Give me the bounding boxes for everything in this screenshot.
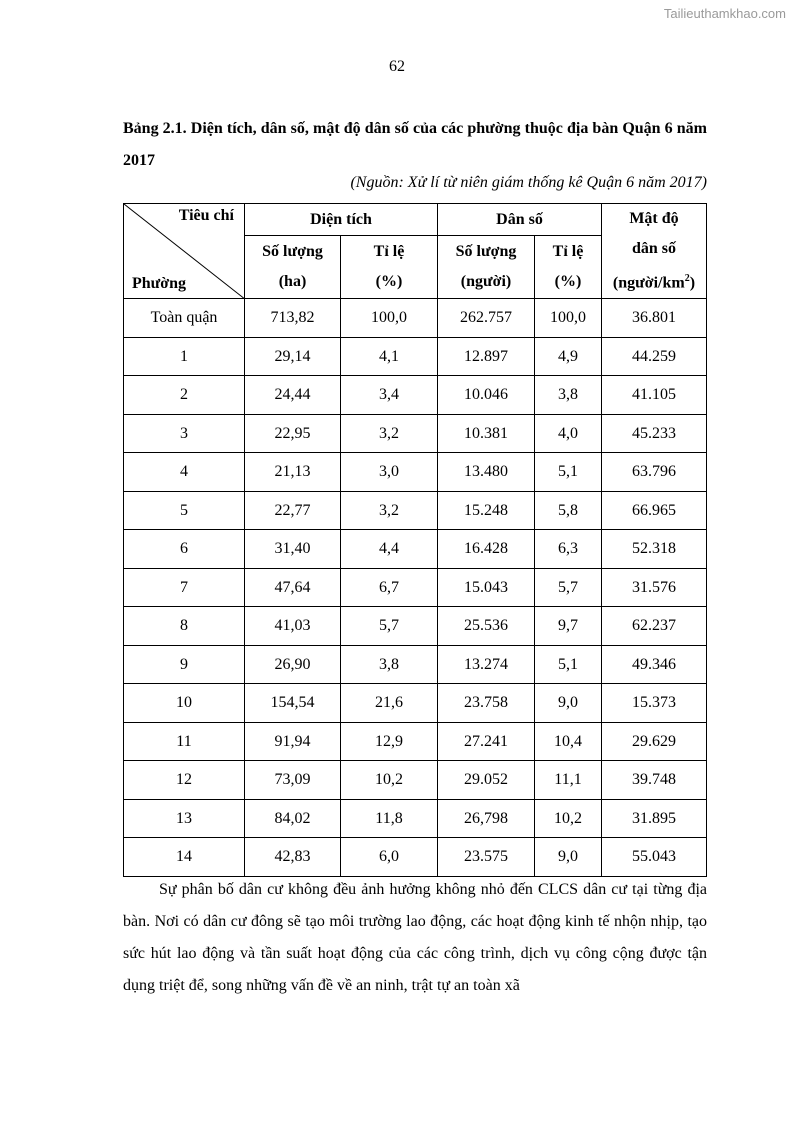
table-cell: 26,798 <box>438 799 535 838</box>
table-cell: 5,7 <box>535 568 602 607</box>
table-row <box>124 568 707 607</box>
table-cell: 10.046 <box>438 376 535 415</box>
table-cell: 3,8 <box>535 376 602 415</box>
table-cell: 10,4 <box>535 722 602 761</box>
table-cell: 29,14 <box>245 337 341 376</box>
table-cell: 16.428 <box>438 530 535 569</box>
table-row <box>124 299 707 338</box>
table-cell: 84,02 <box>245 799 341 838</box>
table-row <box>124 337 707 376</box>
table-cell: 8 <box>124 607 245 646</box>
table-cell: 39.748 <box>602 761 707 800</box>
table-cell: 52.318 <box>602 530 707 569</box>
table-row <box>124 645 707 684</box>
watermark: Tailieuthamkhao.com <box>663 6 786 21</box>
area-count-header: Số lượng (ha) <box>245 236 341 299</box>
table-cell: 15.248 <box>438 491 535 530</box>
table-cell: 62.237 <box>602 607 707 646</box>
table-cell: 100,0 <box>535 299 602 338</box>
table-cell: 31.895 <box>602 799 707 838</box>
table-cell: 3,2 <box>341 414 438 453</box>
density-header <box>602 204 707 299</box>
table-cell: 73,09 <box>245 761 341 800</box>
table-row <box>124 530 707 569</box>
table-cell: 15.043 <box>438 568 535 607</box>
table-cell: 4,9 <box>535 337 602 376</box>
table-cell: 10.381 <box>438 414 535 453</box>
table-row <box>124 414 707 453</box>
table-row <box>124 761 707 800</box>
table-cell: 4,4 <box>341 530 438 569</box>
table-cell: 13.274 <box>438 645 535 684</box>
table-cell: 100,0 <box>341 299 438 338</box>
table-cell: 3,2 <box>341 491 438 530</box>
table-cell: 14 <box>124 838 245 877</box>
population-count-header: Số lượng (người) <box>438 236 535 299</box>
table-cell: 31,40 <box>245 530 341 569</box>
table-cell: 6,0 <box>341 838 438 877</box>
table-cell: 11,1 <box>535 761 602 800</box>
page-number: 62 <box>389 58 405 75</box>
table-cell: 9,0 <box>535 838 602 877</box>
table-cell: 45.233 <box>602 414 707 453</box>
table-cell: 5,7 <box>341 607 438 646</box>
table-cell: 44.259 <box>602 337 707 376</box>
table-cell: 6,3 <box>535 530 602 569</box>
table-cell: Toàn quận <box>124 299 245 338</box>
table-cell: 41.105 <box>602 376 707 415</box>
table-cell: 42,83 <box>245 838 341 877</box>
table-cell: 24,44 <box>245 376 341 415</box>
table-cell: 91,94 <box>245 722 341 761</box>
table-cell: 29.052 <box>438 761 535 800</box>
table-cell: 12 <box>124 761 245 800</box>
table-cell: 63.796 <box>602 453 707 492</box>
table-cell: 7 <box>124 568 245 607</box>
table-cell: 1 <box>124 337 245 376</box>
table-row <box>124 684 707 723</box>
table-cell: 3,8 <box>341 645 438 684</box>
density-unit: $(người/km^2)$ <box>612 273 696 292</box>
area-group-header: Diện tích <box>245 204 438 236</box>
table-cell: 5,1 <box>535 453 602 492</box>
table-cell: 13 <box>124 799 245 838</box>
table-cell: 6,7 <box>341 568 438 607</box>
table-cell: 25.536 <box>438 607 535 646</box>
population-percent-header: Tỉ lệ (%) <box>535 236 602 299</box>
table-source-note: (Nguồn: Xử lí từ niên giám thống kê Quận 6 năm 2017) <box>350 174 707 191</box>
table-cell: 66.965 <box>602 491 707 530</box>
table-row <box>124 453 707 492</box>
table-cell: 47,64 <box>245 568 341 607</box>
table-cell: 15.373 <box>602 684 707 723</box>
criteria-label: Tiêu chí <box>178 207 234 224</box>
table-cell: 5,1 <box>535 645 602 684</box>
table-cell: 5 <box>124 491 245 530</box>
table-cell: 4 <box>124 453 245 492</box>
population-table <box>123 203 707 877</box>
table-cell: 9,7 <box>535 607 602 646</box>
table-cell: 11 <box>124 722 245 761</box>
table-cell: 49.346 <box>602 645 707 684</box>
diagonal-header-cell <box>124 204 245 299</box>
table-cell: 6 <box>124 530 245 569</box>
table-cell: 27.241 <box>438 722 535 761</box>
table-row <box>124 838 707 877</box>
table-cell: 154,54 <box>245 684 341 723</box>
table-cell: 41,03 <box>245 607 341 646</box>
table-row <box>124 376 707 415</box>
table-row <box>124 607 707 646</box>
table-cell: 36.801 <box>602 299 707 338</box>
ward-label: Phường <box>132 275 187 293</box>
table-row <box>124 722 707 761</box>
population-group-header: Dân số <box>438 204 602 236</box>
table-cell: 21,13 <box>245 453 341 492</box>
body-paragraph: Sự phân bố dân cư không đều ảnh hưởng không nhỏ đến CLCS dân cư tại từng địa bàn. Nơi có dân cư đông sẽ tạo môi trường lao động, các hoạt động kinh tế nhộn nhịp, tạo sức hút lao động và tần suất hoạt động của các công trình, dịch vụ công cộng được tận dụng triệt để, song những vấn đề về an ninh, trật tự an toàn xã <box>123 881 707 994</box>
table-cell: 11,8 <box>341 799 438 838</box>
table-cell: 10,2 <box>341 761 438 800</box>
table-cell: 5,8 <box>535 491 602 530</box>
table-cell: 21,6 <box>341 684 438 723</box>
table-row <box>124 491 707 530</box>
table-caption: Bảng 2.1. Diện tích, dân số, mật độ dân số của các phường thuộc địa bàn Quận 6 năm 2017 <box>123 120 707 169</box>
table-cell: 29.629 <box>602 722 707 761</box>
table-cell: 13.480 <box>438 453 535 492</box>
table-cell: 4,0 <box>535 414 602 453</box>
table-cell: 3 <box>124 414 245 453</box>
table-cell: 9 <box>124 645 245 684</box>
table-cell: 31.576 <box>602 568 707 607</box>
table-cell: 10,2 <box>535 799 602 838</box>
table-cell: 9,0 <box>535 684 602 723</box>
density-line1: Mật độ <box>629 210 679 227</box>
table-cell: 262.757 <box>438 299 535 338</box>
table-row <box>124 799 707 838</box>
table-cell: 55.043 <box>602 838 707 877</box>
table-cell: 12,9 <box>341 722 438 761</box>
table-cell: 713,82 <box>245 299 341 338</box>
table-cell: 23.575 <box>438 838 535 877</box>
table-cell: 10 <box>124 684 245 723</box>
table-cell: 4,1 <box>341 337 438 376</box>
table-cell: 22,77 <box>245 491 341 530</box>
area-percent-header: Tỉ lệ (%) <box>341 236 438 299</box>
table-cell: 23.758 <box>438 684 535 723</box>
density-line2: dân số <box>631 240 677 257</box>
table-cell: 2 <box>124 376 245 415</box>
table-cell: 22,95 <box>245 414 341 453</box>
table-cell: 12.897 <box>438 337 535 376</box>
table-cell: 26,90 <box>245 645 341 684</box>
table-cell: 3,0 <box>341 453 438 492</box>
table-cell: 3,4 <box>341 376 438 415</box>
